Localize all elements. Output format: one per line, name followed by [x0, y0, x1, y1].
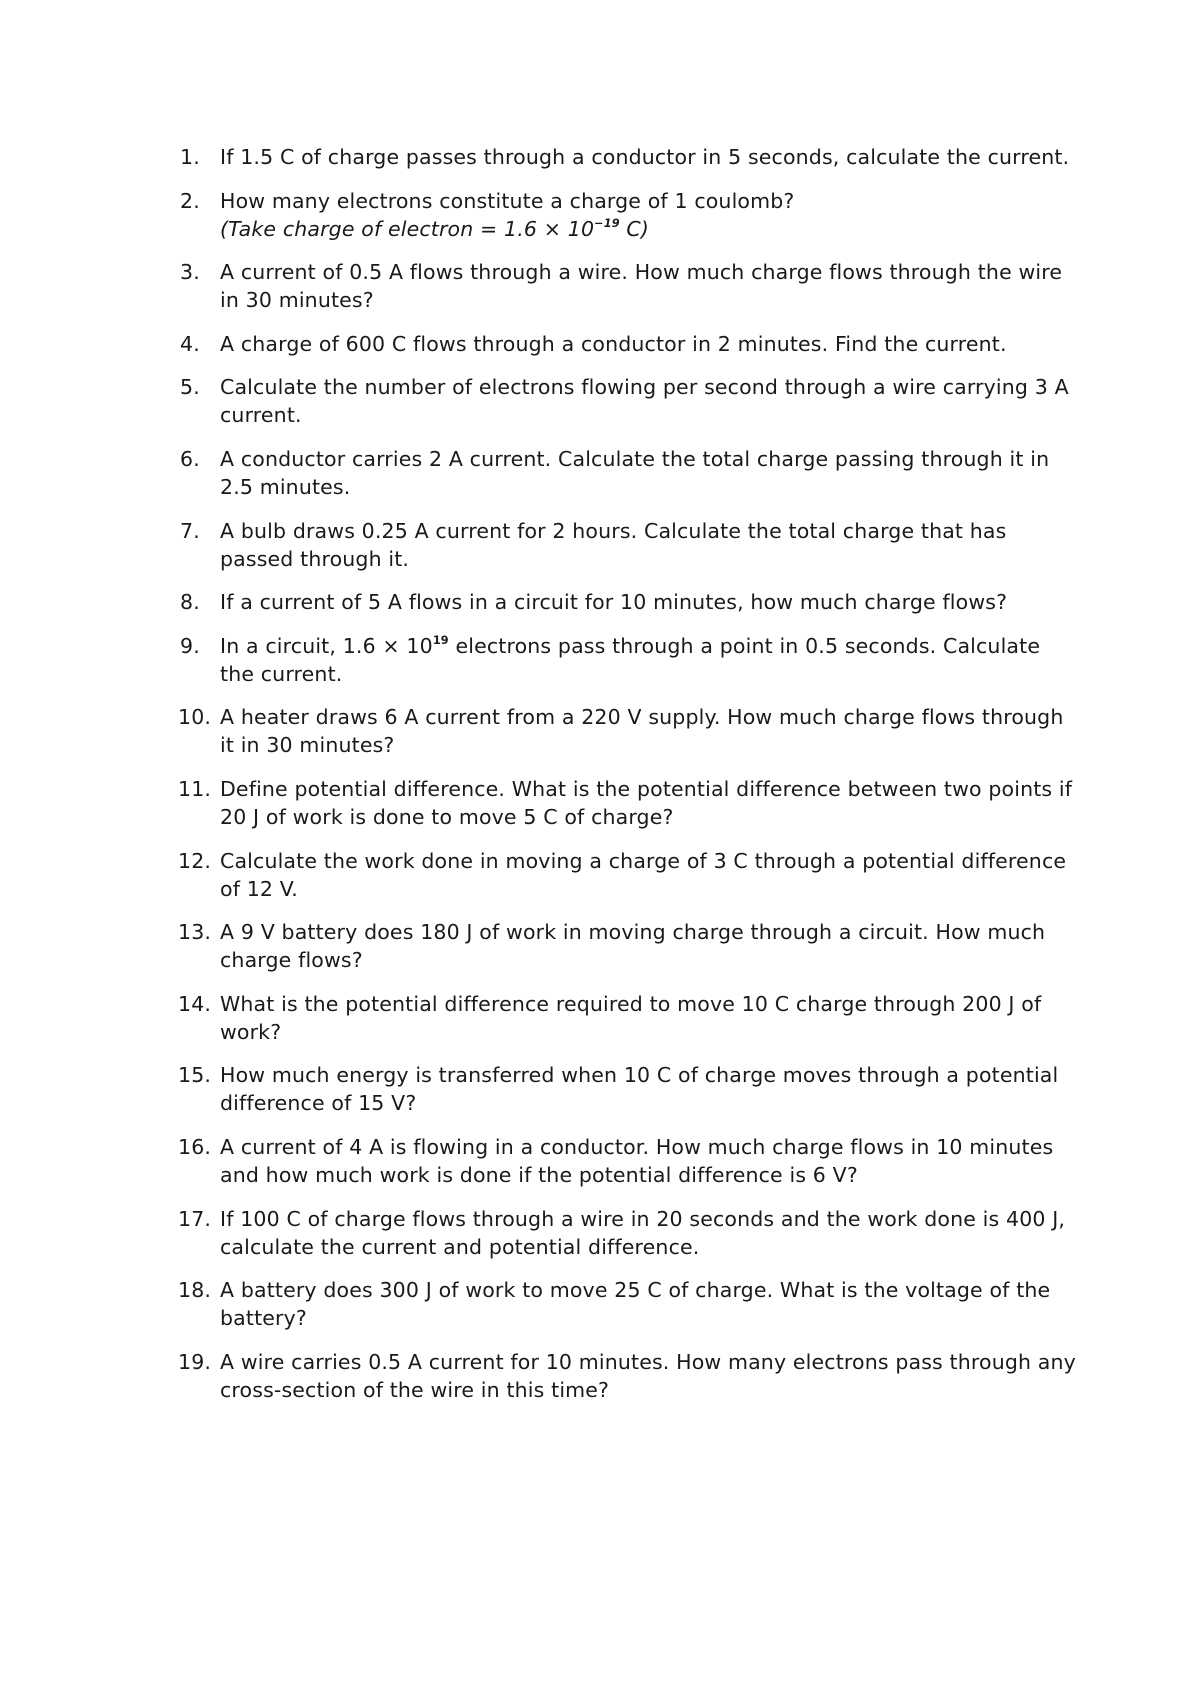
question-text: A charge of 600 C flows through a conductor in 2 minutes. Find the current.	[220, 331, 1007, 356]
question-number: 14.	[178, 991, 212, 1016]
question-text: A current of 4 A is flowing in a conductor. How much charge flows in 10 minutes and how much work is done if the potential difference is 6 V?	[220, 1134, 1054, 1187]
question-number: 18.	[178, 1278, 212, 1303]
question-item	[180, 588, 1080, 616]
question-exponent: 19	[432, 633, 449, 647]
question-number: 9.	[180, 633, 200, 658]
question-text: Define potential difference. What is the potential difference between two points if 20 J of work is done to move 5 C of charge?	[220, 776, 1073, 829]
question-number: 2.	[180, 188, 200, 213]
question-text: Calculate the work done in moving a charge of 3 C through a potential difference of 12 V.	[220, 848, 1067, 901]
question-number: 12.	[178, 848, 212, 873]
question-list	[180, 143, 1080, 1419]
question-text: How much energy is transferred when 10 C of charge moves through a potential difference of 15 V?	[220, 1063, 1059, 1116]
question-item	[180, 1205, 1080, 1261]
question-item	[180, 1061, 1080, 1117]
question-item	[180, 918, 1080, 974]
question-number: 11.	[178, 776, 212, 801]
note-text: (Take charge of electron = 1.6 × 10	[220, 216, 595, 241]
question-item	[180, 517, 1080, 573]
question-item	[180, 1348, 1080, 1404]
question-text: A conductor carries 2 A current. Calculate the total charge passing through it in 2.5 minutes.	[220, 446, 1050, 499]
question-number: 5.	[180, 375, 200, 400]
question-item	[180, 847, 1080, 903]
question-text: A bulb draws 0.25 A current for 2 hours. Calculate the total charge that has passed through it.	[220, 518, 1007, 571]
question-text: If 1.5 C of charge passes through a conductor in 5 seconds, calculate the current.	[220, 145, 1070, 169]
question-item	[180, 775, 1080, 831]
question-text: If a current of 5 A flows in a circuit for 10 minutes, how much charge flows?	[220, 590, 1008, 615]
question-number: 17.	[178, 1206, 212, 1231]
question-text: A current of 0.5 A flows through a wire. How much charge flows through the wire in 30 minutes?	[220, 260, 1063, 313]
question-number: 16.	[178, 1134, 212, 1159]
question-number: 3.	[180, 260, 200, 285]
question-item	[180, 703, 1080, 759]
question-text-start: In a circuit, 1.6 × 10	[220, 633, 433, 658]
question-item	[180, 990, 1080, 1046]
question-text: How many electrons constitute a charge of 1 coulomb?	[220, 188, 795, 213]
question-text: If 100 C of charge flows through a wire in 20 seconds and the work done is 400 J, calculate the current and potential difference.	[220, 1206, 1066, 1259]
question-number: 1.	[180, 145, 200, 169]
question-text: A battery does 300 J of work to move 25 C of charge. What is the voltage of the battery?	[220, 1278, 1051, 1331]
note-exponent: −19	[594, 216, 620, 230]
question-text: A wire carries 0.5 A current for 10 minutes. How many electrons pass through any cross-section of the wire in this time?	[220, 1349, 1076, 1402]
question-number: 10.	[178, 705, 212, 730]
question-number: 15.	[178, 1063, 212, 1088]
question-item	[180, 143, 1080, 171]
question-number: 13.	[178, 920, 212, 945]
question-number: 4.	[180, 331, 200, 356]
question-text-end: electrons pass through a point in 0.5 seconds. Calculate the current.	[220, 633, 1041, 686]
question-note	[220, 215, 1080, 243]
question-item	[180, 1133, 1080, 1189]
note-text-end: C)	[619, 216, 650, 241]
question-text: A 9 V battery does 180 J of work in moving charge through a circuit. How much charge flows?	[220, 920, 1046, 973]
question-item	[180, 373, 1080, 429]
question-text: Calculate the number of electrons flowing per second through a wire carrying 3 A current.	[220, 375, 1069, 428]
question-number: 8.	[180, 590, 200, 615]
question-item	[180, 1276, 1080, 1332]
question-number: 19.	[178, 1349, 212, 1374]
question-item	[180, 330, 1080, 358]
question-number: 6.	[180, 446, 200, 471]
question-item	[180, 187, 1080, 243]
question-item	[180, 632, 1080, 688]
question-item	[180, 258, 1080, 314]
question-item	[180, 445, 1080, 501]
question-text	[220, 634, 1040, 686]
question-text: A heater draws 6 A current from a 220 V supply. How much charge flows through it in 30 minutes?	[220, 705, 1064, 758]
question-number: 7.	[180, 518, 200, 543]
question-text: What is the potential difference required to move 10 C charge through 200 J of work?	[220, 991, 1042, 1044]
